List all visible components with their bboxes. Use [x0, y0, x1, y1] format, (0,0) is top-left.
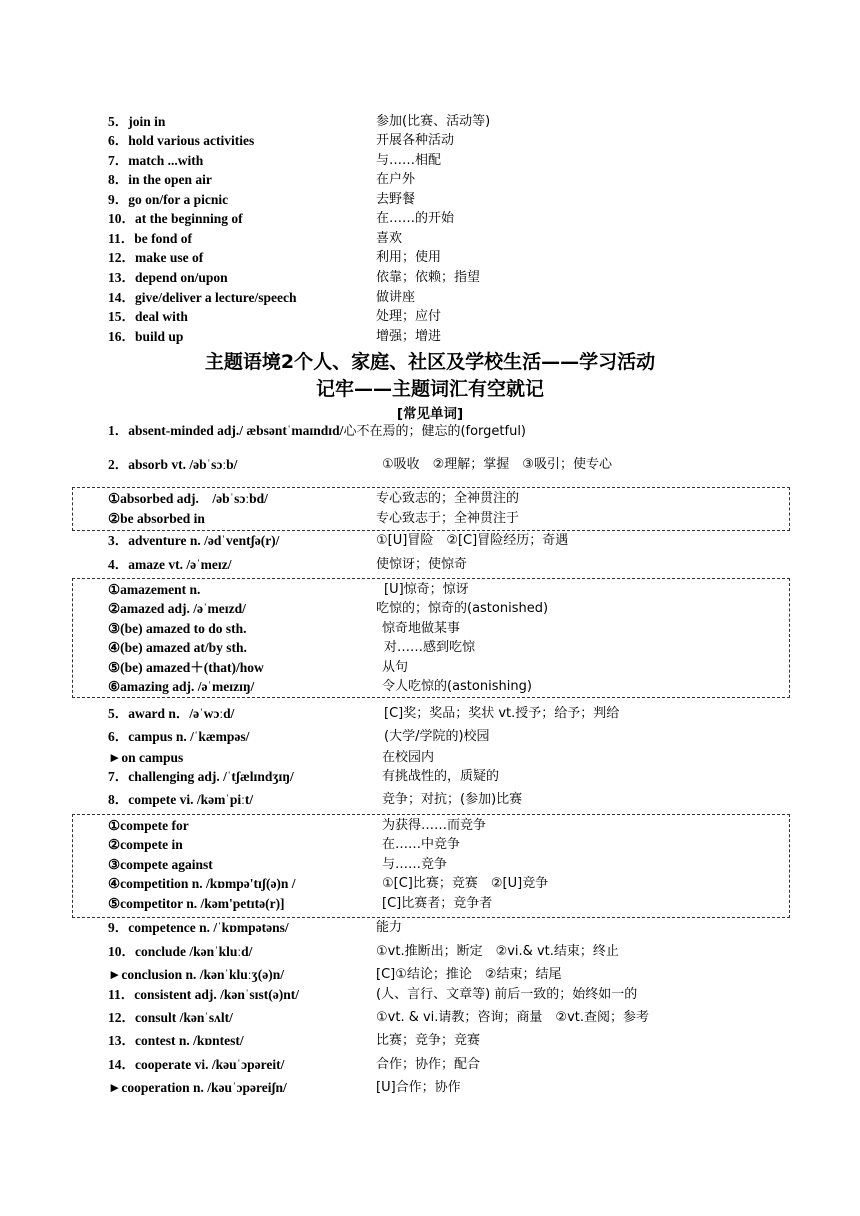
list-item: [108, 855, 748, 875]
phrase-zh: 在……的开始: [376, 211, 455, 226]
list-item: [108, 727, 748, 747]
word-en: ③(be) amazed to do sth.: [108, 621, 247, 636]
word-en: ②amazed adj. /əˈmeɪzd/: [108, 601, 246, 616]
list-item: [108, 965, 748, 985]
phrase-zh: 增强；增进: [376, 329, 442, 344]
section-subtitle: 记牢——主题词汇有空就记: [315, 378, 544, 400]
word-zh: 为获得……而竞争: [382, 818, 487, 833]
list-item: [108, 619, 748, 639]
list-item: [108, 580, 748, 600]
word-zh: ①[C]比赛；竞赛 ②[U]竞争: [382, 876, 549, 891]
phrase-zh: 喜欢: [376, 231, 403, 246]
phrase-en: 7．match ...with: [108, 153, 204, 168]
word-en: 7．challenging adj. /ˈtʃælɪndʒɪŋ/: [108, 769, 294, 784]
phrase-zh: 利用；使用: [376, 250, 442, 265]
list-item: [108, 555, 748, 575]
word-zh: 在校园内: [382, 750, 435, 765]
phrase-en: 9．go on/for a picnic: [108, 192, 229, 207]
word-zh: [C]①结论；推论 ②结束；结尾: [376, 967, 562, 982]
phrase-en: 15．deal with: [108, 309, 188, 324]
list-item: [108, 489, 748, 509]
word-zh: 对……感到吃惊: [384, 640, 476, 655]
list-item: [108, 874, 748, 894]
word-zh: (大学/学院的)校园: [384, 729, 490, 744]
word-en: 12．consult /kənˈsʌlt/: [108, 1010, 233, 1025]
list-item: [108, 112, 748, 132]
phrase-en: 13．depend on/upon: [108, 270, 228, 285]
list-item: [108, 190, 748, 210]
word-en: 6．campus n. /ˈkæmpəs/: [108, 729, 250, 744]
word-zh: ①[U]冒险 ②[C]冒险经历；奇遇: [376, 533, 569, 548]
word-zh: 在……中竞争: [382, 837, 461, 852]
phrase-zh: 在户外: [376, 172, 416, 187]
list-item: [108, 307, 748, 327]
word-en: 8．compete vi. /kəmˈpiːt/: [108, 792, 254, 807]
list-item: [108, 985, 748, 1005]
word-en: ►cooperation n. /kəuˈɔpəreiʃn/: [108, 1080, 287, 1095]
phrase-zh: 处理；应付: [376, 309, 442, 324]
word-zh: 吃惊的；惊奇的(astonished): [376, 601, 549, 616]
list-item: [108, 170, 748, 190]
list-item: [108, 894, 748, 914]
list-item: [108, 455, 748, 475]
list-item: [108, 531, 748, 551]
phrase-en: 5．join in: [108, 114, 166, 129]
phrase-zh: 去野餐: [376, 192, 416, 207]
word-en: 9．competence n. /ˈkɒmpətəns/: [108, 920, 289, 935]
word-en: ⑤(be) amazed＋(that)/how: [108, 660, 264, 675]
word-en: ④(be) amazed at/by sth.: [108, 640, 247, 655]
word-zh: 专心致志于；全神贯注于: [376, 511, 520, 526]
list-item: [108, 918, 748, 938]
word-en: 14．cooperate vi. /kəuˈɔpəreit/: [108, 1057, 285, 1072]
word-en: ►on campus: [108, 750, 184, 765]
list-item: [108, 816, 748, 836]
word-zh: [U]合作；协作: [376, 1080, 461, 1095]
word-zh: 合作；协作；配合: [376, 1057, 481, 1072]
word-zh: 令人吃惊的(astonishing): [382, 679, 532, 694]
word-entry: [108, 421, 526, 442]
word-en: ⑥amazing adj. /əˈmeɪzɪŋ/: [108, 679, 255, 694]
word-en: ①compete for: [108, 818, 189, 833]
word-en: ⑤competitor n. /kəm'petɪtə(r)]: [108, 896, 285, 911]
list-item: [108, 748, 748, 768]
word-zh: 与……竞争: [382, 857, 448, 872]
list-item: [108, 131, 748, 151]
word-zh: 惊奇地做某事: [382, 621, 461, 636]
list-item: [108, 268, 748, 288]
list-item: [108, 1031, 748, 1051]
list-item: [108, 942, 748, 962]
word-en: 5．award n．/əˈwɔːd/: [108, 706, 235, 721]
phrase-en: 6．hold various activities: [108, 133, 255, 148]
list-item: [108, 509, 748, 529]
word-meaning: 心不在焉的；健忘的(forgetful): [343, 424, 527, 439]
phrase-zh: 开展各种活动: [376, 133, 455, 148]
word-zh: 竞争；对抗；(参加)比赛: [382, 792, 523, 807]
phrase-en: 11．be fond of: [108, 231, 193, 246]
word-head: 1．absent-minded adj./ æbsəntˈmaɪndɪd/: [108, 423, 344, 438]
list-item: [108, 288, 748, 308]
phrase-en: 16．build up: [108, 329, 184, 344]
list-item: [108, 658, 748, 678]
phrase-en: 14．give/deliver a lecture/speech: [108, 290, 297, 305]
list-item: [108, 790, 748, 810]
list-item: [108, 248, 748, 268]
list-item: [108, 638, 748, 658]
word-en: 2．absorb vt. /əbˈsɔːb/: [108, 457, 238, 472]
word-zh: ①vt.推断出；断定 ②vi.& vt.结束；终止: [376, 944, 619, 959]
list-item: [108, 704, 748, 724]
list-item: [108, 229, 748, 249]
list-item: [108, 835, 748, 855]
list-item: [108, 327, 748, 347]
word-en: 11．consistent adj. /kənˈsɪst(ə)nt/: [108, 987, 300, 1002]
word-en: ►conclusion n. /kənˈkluːʒ(ə)n/: [108, 967, 284, 982]
word-zh: 使惊讶；使惊奇: [376, 557, 468, 572]
phrase-zh: 依靠；依赖；指望: [376, 270, 481, 285]
word-en: ①amazement n.: [108, 582, 201, 597]
word-zh: (人、言行、文章等) 前后一致的；始终如一的: [376, 987, 638, 1002]
phrase-zh: 参加(比赛、活动等): [376, 114, 491, 129]
word-zh: ①吸收 ②理解；掌握 ③吸引；使专心: [382, 457, 612, 472]
word-en: 4．amaze vt. /əˈmeɪz/: [108, 557, 232, 572]
list-item: [108, 767, 748, 787]
phrase-zh: 做讲座: [376, 290, 416, 305]
section-label: [常见单词]: [396, 406, 464, 422]
phrase-zh: 与……相配: [376, 153, 442, 168]
word-en: ④competition n. /kɒmpə'tɪʃ(ə)n /: [108, 876, 296, 891]
word-zh: 有挑战性的，质疑的: [382, 769, 500, 784]
word-zh: 专心致志的；全神贯注的: [376, 491, 520, 506]
word-en: 3．adventure n. /ədˈventʃə(r)/: [108, 533, 280, 548]
word-en: ①absorbed adj. /əbˈsɔːbd/: [108, 491, 268, 506]
list-item: [108, 421, 748, 441]
word-zh: 比赛；竞争；竞赛: [376, 1033, 481, 1048]
word-zh: ①vt. & vi.请教；咨询；商量 ②vt.查阅；参考: [376, 1010, 649, 1025]
list-item: [108, 209, 748, 229]
word-zh: [U]惊奇；惊讶: [384, 582, 469, 597]
word-en: ②compete in: [108, 837, 183, 852]
section-title: 主题语境2个人、家庭、社区及学校生活——学习活动: [204, 351, 656, 373]
word-en: ③compete against: [108, 857, 213, 872]
list-item: [108, 1078, 748, 1098]
word-zh: [C]奖；奖品；奖状 vt.授予；给予；判给: [384, 706, 620, 721]
word-zh: 从句: [382, 660, 409, 675]
word-zh: [C]比赛者；竞争者: [382, 896, 493, 911]
phrase-en: 12．make use of: [108, 250, 204, 265]
list-item: [108, 1055, 748, 1075]
list-item: [108, 151, 748, 171]
word-zh: 能力: [376, 920, 403, 935]
list-item: [108, 1008, 748, 1028]
phrase-en: 10．at the beginning of: [108, 211, 243, 226]
word-en: 10．conclude /kənˈkluːd/: [108, 944, 253, 959]
list-item: [108, 677, 748, 697]
word-en: 13．contest n. /kɒntest/: [108, 1033, 244, 1048]
phrase-en: 8．in the open air: [108, 172, 212, 187]
list-item: [108, 599, 748, 619]
word-en: ②be absorbed in: [108, 511, 205, 526]
